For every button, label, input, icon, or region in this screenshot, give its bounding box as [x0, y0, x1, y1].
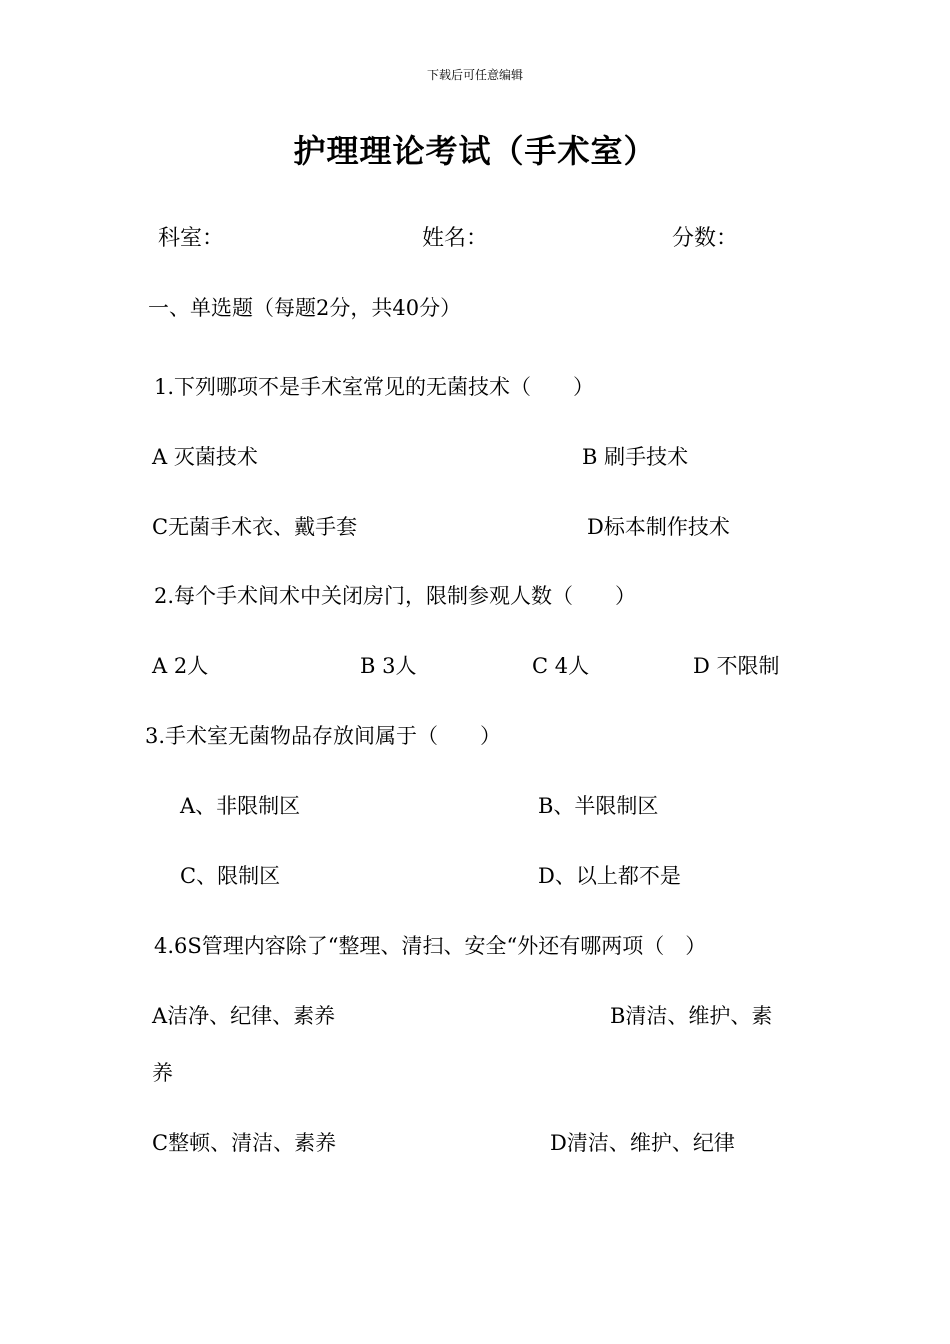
question-4-option-b: B清洁、维护、素	[610, 1004, 773, 1028]
question-4-option-b-continuation: 养	[152, 1061, 173, 1085]
question-1-stem: 1.下列哪项不是手术室常见的无菌技术（ ）	[154, 375, 595, 399]
question-3-option-a: A、非限制区	[180, 794, 301, 818]
question-1-option-b: B 刷手技术	[582, 445, 689, 469]
question-3-option-c: C、限制区	[180, 864, 281, 888]
question-3-option-d: D、以上都不是	[538, 864, 681, 888]
score-field-label: 分数：	[672, 226, 739, 251]
question-2-option-d: D 不限制	[693, 654, 780, 678]
exam-title: 护理理论考试（手术室）	[293, 132, 657, 170]
page-header-note: 下载后可任意编辑	[426, 68, 523, 82]
question-3-option-b: B、半限制区	[538, 794, 659, 818]
question-2-option-a: A 2人	[152, 654, 209, 678]
question-4-stem: 4.6S管理内容除了“整理、清扫、安全“外还有哪两项（ ）	[154, 934, 707, 958]
question-1-option-a: A 灭菌技术	[152, 445, 258, 469]
section-heading: 一、单选题（每题2分，共40分）	[148, 296, 462, 320]
question-4-option-d: D清洁、维护、纪律	[550, 1131, 735, 1155]
question-2-stem: 2.每个手术间术中关闭房门，限制参观人数（ ）	[154, 584, 637, 608]
question-4-option-c: C整顿、清洁、素养	[152, 1131, 337, 1155]
question-4-option-a: A洁净、纪律、素养	[152, 1004, 336, 1028]
question-1-option-d: D标本制作技术	[587, 515, 730, 539]
question-2-option-b: B 3人	[360, 654, 417, 678]
question-1-option-c: C无菌手术衣、戴手套	[152, 515, 358, 539]
department-field-label: 科室：	[158, 226, 225, 251]
question-3-stem: 3.手术室无菌物品存放间属于（ ）	[145, 724, 502, 748]
name-field-label: 姓名：	[422, 226, 489, 251]
question-2-option-c: C 4人	[532, 654, 590, 678]
